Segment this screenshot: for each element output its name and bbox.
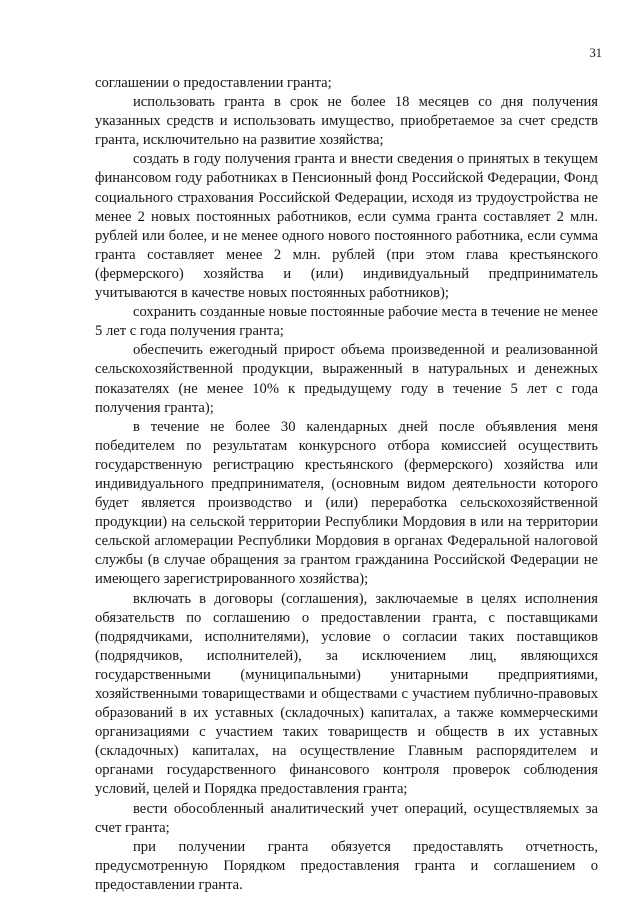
paragraph-accounting: вести обособленный аналитический учет операций, осуществляемых за счет гранта;	[95, 800, 598, 836]
paragraph-production-growth: обеспечить ежегодный прирост объема произведенной и реализованной сельскохозяйственной продукции, выраженный в натуральных и денежных показателях (не менее 10% к предыдущему году в течение 5 лет с года получения гранта);	[95, 342, 598, 416]
paragraph-registration: в течение не более 30 календарных дней после объявления меня победителем по результатам конкурсного отбора комиссией осуществить государственную регистрацию крестьянского (фермерского) хозяйства или индивидуального предпринимателя, (основным видом деятельности которого будет является производство и (или) переработка сельскохозяйственной продукции) на сельской территории Республики Мордовия в или на территории сельской агломерации Республики Мордовия в органах Федеральной налоговой службы (в случае обращения за грантом гражданина Российской Федерации не имеющего зарегистрированного хозяйства);	[95, 418, 598, 588]
paragraph-keep-jobs: сохранить созданные новые постоянные рабочие места в течение не менее 5 лет с года получения гранта;	[95, 304, 598, 340]
paragraph-contracts: включать в договоры (соглашения), заключаемые в целях исполнения обязательств по соглашению о предоставлении гранта, с поставщиками (подрядчиками, исполнителями), условие о согласии таких поставщиков (подрядчиков, исполнителей), за исключением лиц, являющихся государственными (муниципальными) унитарными предприятиями, хозяйственными товариществами и обществами с участием публично-правовых образований в их уставных (складочных) капиталах, а также коммерческими организациями с участием таких товариществ и обществ в их уставных (складочных) капиталах, на осуществление Главным распорядителем и органами государственного финансового контроля проверок соблюдения условий, целей и Порядка предоставления гранта;	[95, 590, 598, 798]
document-body	[95, 74, 598, 895]
paragraph-reporting: при получении гранта обязуется предоставлять отчетность, предусмотренную Порядком предоставления гранта и соглашением о предоставлении гранта.	[95, 838, 598, 893]
paragraph-continuation: соглашении о предоставлении гранта;	[95, 75, 332, 91]
page-number: 31	[589, 46, 602, 60]
paragraph-create-jobs: создать в году получения гранта и внести сведения о принятых в текущем финансовом году работниках в Пенсионный фонд Российской Федерации, Фонд социального страхования Российской Федерации, исходя из трудоустройства не менее 2 новых постоянных работников, если сумма гранта составляет 2 млн. рублей или более, и не менее одного нового постоянного работника, если сумма гранта составляет менее 2 млн. рублей (при этом глава крестьянского (фермерского) хозяйства и (или) индивидуальный предприниматель учитываются в качестве новых постоянных работников);	[95, 151, 598, 302]
paragraph-use-grant: использовать гранта в срок не более 18 месяцев со дня получения указанных средств и использовать имущество, приобретаемое за счет средств гранта, исключительно на развитие хозяйства;	[95, 94, 598, 149]
